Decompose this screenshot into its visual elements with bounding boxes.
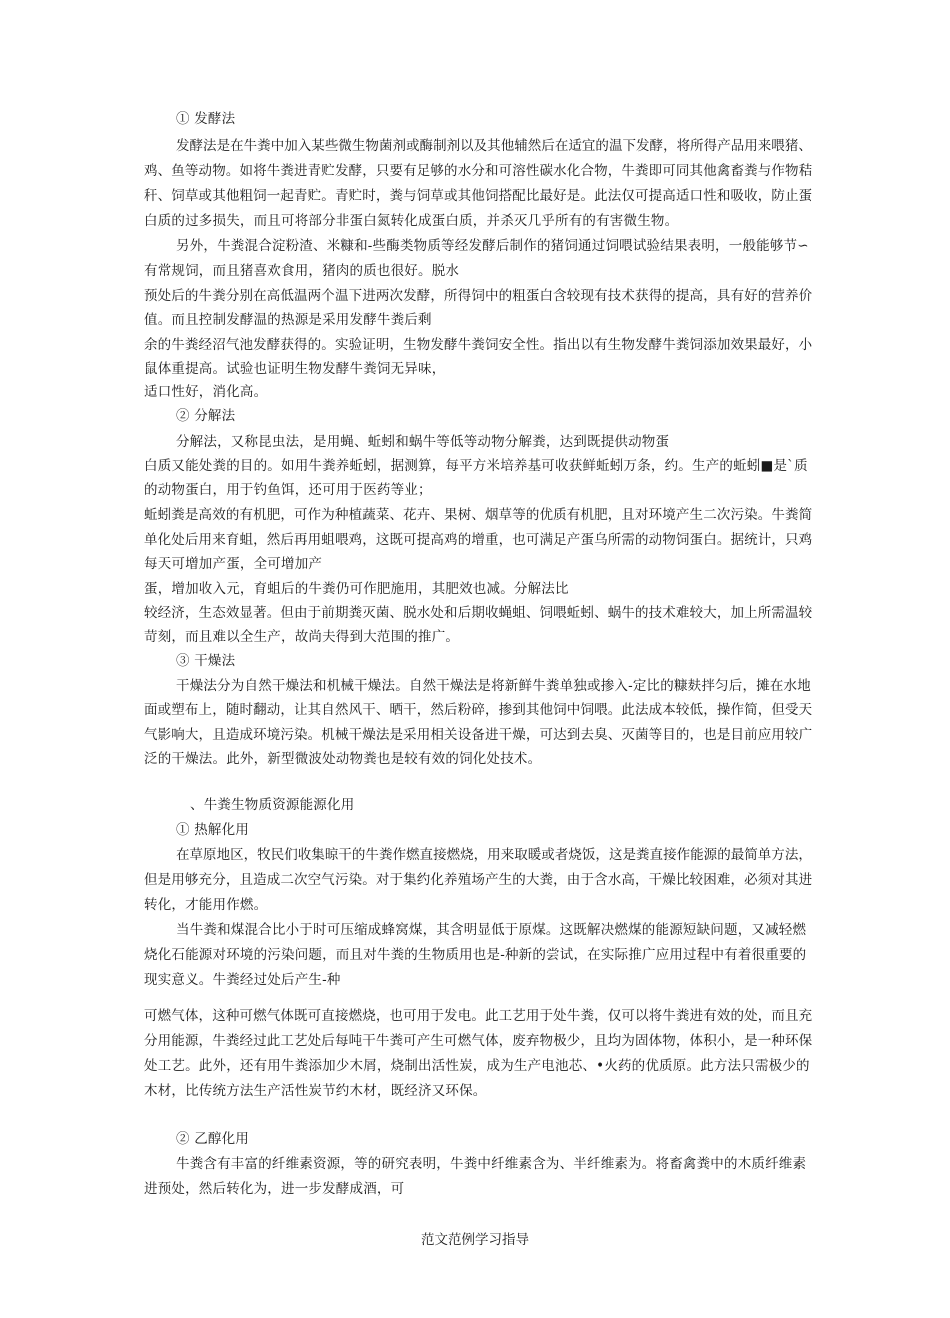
- paragraph-line: 发酵法是在牛粪中加入某些微生物菌剂或酶制剂以及其他辅然后在适宜的温下发酵，将所得产品用来喂猪、: [176, 138, 812, 154]
- paragraph-line: 面或塑布上，随时翻动，让其自然风干、晒干，然后粉碎，掺到其他饲中饲喂。此法成本较低，操作简，但受天: [144, 702, 813, 718]
- paragraph-line: 当牛粪和煤混合比小于时可压缩成蜂窝煤，其含明显低于原煤。这既解决燃煤的能源短缺问题，又减轻燃: [176, 922, 807, 938]
- page-footer: 范文范例学习指导: [421, 1232, 529, 1248]
- paragraph-line: 另外，牛粪混合淀粉渣、米糠和-些酶类物质等经发酵后制作的猪饲通过饲喂试验结果表明，一般能够节∽: [176, 238, 809, 254]
- paragraph-line: 鼠体重提高。试验也证明生物发酵牛粪饲无异味，: [144, 361, 446, 377]
- paragraph-line: 木材，比传统方法生产活性炭节约木材，既经济又环保。: [144, 1083, 487, 1099]
- paragraph-line: 在草原地区，牧民们收集晾干的牛粪作燃直接燃烧，用来取暖或者烧饭，这是粪直接作能源的最简单方法，: [176, 847, 812, 863]
- paragraph-line: 分解法，又称昆虫法，是用蝇、蚯蚓和蜗牛等低等动物分解粪，达到既提供动物蛋: [176, 434, 670, 450]
- paragraph-line: 余的牛粪经沼气池发酵获得的。实验证明，生物发酵牛粪饲安全性。指出以有生物发酵牛粪饲添加效果最好，小: [144, 337, 813, 353]
- section-heading-pyrolysis: ① 热解化用: [176, 822, 249, 838]
- paragraph-line: 可燃气体，这种可燃气体既可直接燃烧，也可用于发电。此工艺用于处牛粪，仅可以将牛粪进有效的处，而且充: [144, 1008, 813, 1024]
- paragraph-line: 有常规饲，而且猪喜欢食用，猪肉的质也很好。脱水: [144, 263, 460, 279]
- paragraph-line: 适口性好，消化高。: [144, 384, 268, 400]
- paragraph-line: 鸡、鱼等动物。如将牛粪进青贮发酵，只要有足够的水分和可溶性碳水化合物，牛粪即可同其他禽畜粪与作物秸: [144, 163, 813, 179]
- paragraph-line: 蛋，增加收入元，育蛆后的牛粪仍可作肥施用，其肥效也减。分解法比: [144, 581, 569, 597]
- section-heading-fermentation: ① 发酵法: [176, 111, 236, 127]
- section-heading-ethanol: ② 乙醇化用: [176, 1131, 249, 1147]
- paragraph-line: 现实意义。牛粪经过处后产生-种: [144, 972, 341, 988]
- paragraph-line: 值。而且控制发酵温的热源是采用发酵牛粪后剩: [144, 312, 432, 328]
- paragraph-line: 进预处，然后转化为，进一步发酵成酒，可: [144, 1181, 405, 1197]
- paragraph-line: 处工艺。此外，还有用牛粪添加少木屑，烧制出活性炭，成为生产电池芯、•火药的优质原。此方法只需极少的: [144, 1058, 810, 1074]
- paragraph-line: 但是用够充分，且造成二次空气污染。对于集约化养殖场产生的大粪，由于含水高，干燥比较困难，必须对其进: [144, 872, 813, 888]
- paragraph-line: 预处后的牛粪分别在高低温两个温下进两次发酵，所得饲中的粗蛋白含较现有技术获得的提高，具有好的营养价: [144, 288, 813, 304]
- paragraph-line: 气影响大，且造成环境污染。机械干燥法是采用相关设备进干燥，可达到去臭、灭菌等目的，也是目前应用较广: [144, 727, 813, 743]
- paragraph-line: 转化，才能用作燃。: [144, 897, 268, 913]
- paragraph-line: 苛刻，而且难以全生产，故尚夫得到大范围的推广。: [144, 629, 460, 645]
- paragraph-line: 烧化石能源对环境的污染问题，而且对牛粪的生物质用也是-种新的尝试，在实际推广应用过程中有着很重要的: [144, 947, 807, 963]
- section-heading-drying: ③ 干燥法: [176, 653, 236, 669]
- paragraph-line: 白质的过多损失，而且可将部分非蛋白氮转化成蛋白质，并杀灭几乎所有的有害微生物。: [144, 213, 679, 229]
- paragraph-line: 泛的干燥法。此外，新型微波处动物粪也是较有效的饲化处技术。: [144, 751, 542, 767]
- paragraph-line: 蚯蚓粪是高效的有机肥，可作为种植蔬菜、花卉、果树、烟草等的优质有机肥，且对环境产生二次污染。牛粪简: [144, 507, 813, 523]
- paragraph-line: 单化处后用来育蛆，然后再用蛆喂鸡，这既可提高鸡的增重，也可满足产蛋乌所需的动物饲蛋白。据统计，只鸡: [144, 532, 813, 548]
- section-heading-energy: 、牛粪生物质资源能源化用: [190, 797, 355, 813]
- paragraph-line: 牛粪含有丰富的纤维素资源，等的研究表明，牛粪中纤维素含为、半纤维素为。将畜禽粪中的木质纤维素: [176, 1156, 807, 1172]
- paragraph-line: 干燥法分为自然干燥法和机械干燥法。自然干燥法是将新鲜牛粪单独或掺入-定比的糠麸拌匀后，摊在水地: [176, 678, 811, 694]
- paragraph-line: 分用能源，牛粪经过此工艺处后每吨干牛粪可产生可燃气体，废弃物极少，且均为固体物，体积小，是一种环保: [144, 1033, 813, 1049]
- paragraph-line: 较经济，生态效显著。但由于前期粪灭菌、脱水处和后期收蝇蛆、饲喂蚯蚓、蜗牛的技术难较大，加上所需温较: [144, 605, 813, 621]
- paragraph-line: 白质又能处粪的目的。如用牛粪养蚯蚓，据测算，每平方米培养基可收获鲜蚯蚓万条，约。生产的蚯蚓■是`质: [144, 458, 808, 474]
- paragraph-line: 秆、饲草或其他粗饲一起青贮。青贮时，粪与饲草或其他饲搭配比最好是。此法仅可提高适口性和吸收，防止蛋: [144, 188, 813, 204]
- paragraph-line: 的动物蛋白，用于钓鱼饵，还可用于医药等业；: [144, 482, 432, 498]
- paragraph-line: 每天可增加产蛋，全可增加产: [144, 556, 323, 572]
- section-heading-decomposition: ② 分解法: [176, 408, 236, 424]
